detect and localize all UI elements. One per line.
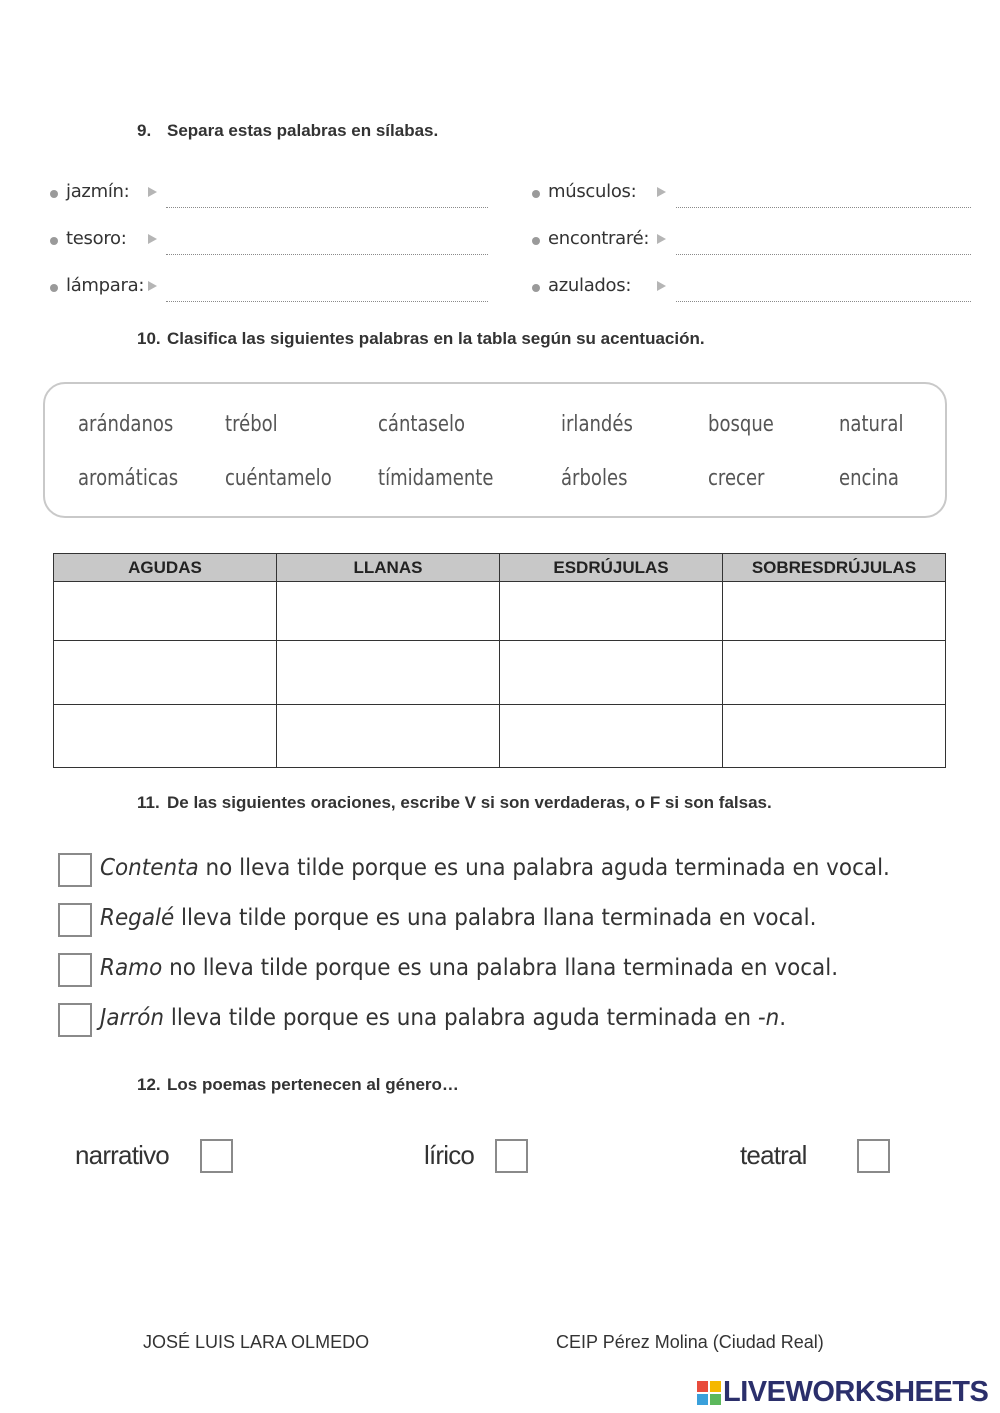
arrow-right-icon bbox=[657, 281, 666, 291]
option-narrativo-checkbox[interactable] bbox=[200, 1139, 233, 1173]
syllable-row-musculos bbox=[532, 181, 972, 211]
word-bank-item: cuéntamelo bbox=[225, 466, 332, 491]
syllable-answer-input[interactable] bbox=[166, 193, 488, 208]
statement-end: . bbox=[779, 1005, 787, 1031]
logo-text: LIVEWORKSHEETS bbox=[723, 1376, 989, 1408]
word-bank-item: árboles bbox=[561, 466, 628, 491]
table-answer-input[interactable] bbox=[500, 641, 722, 704]
question-11-title bbox=[137, 793, 772, 813]
table-cell bbox=[54, 705, 277, 768]
word-bank-item: natural bbox=[839, 412, 904, 437]
statement-text bbox=[100, 1005, 786, 1031]
statement-text bbox=[100, 955, 838, 981]
word-bank-item: arándanos bbox=[78, 412, 174, 437]
statement-text bbox=[100, 855, 890, 881]
column-header-agudas: AGUDAS bbox=[54, 554, 277, 582]
arrow-right-icon bbox=[657, 234, 666, 244]
bullet-icon bbox=[50, 237, 58, 245]
column-header-esdrujulas: ESDRÚJULAS bbox=[500, 554, 723, 582]
table-cell bbox=[500, 705, 723, 768]
statement-suffix: -n bbox=[757, 1005, 780, 1031]
option-lirico-checkbox[interactable] bbox=[495, 1139, 528, 1173]
word-bank-item: tímidamente bbox=[378, 466, 494, 491]
table-row bbox=[54, 705, 946, 768]
table-answer-input[interactable] bbox=[54, 582, 276, 640]
table-answer-input[interactable] bbox=[500, 705, 722, 767]
question-10-title bbox=[137, 329, 705, 349]
question-9-title bbox=[137, 121, 438, 141]
word-bank-item: encina bbox=[839, 466, 899, 491]
syllable-answer-input[interactable] bbox=[166, 287, 488, 302]
syllable-word: azulados: bbox=[548, 275, 632, 296]
question-number: 12. bbox=[137, 1075, 161, 1094]
option-narrativo-label: narrativo bbox=[75, 1140, 169, 1170]
table-answer-input[interactable] bbox=[54, 705, 276, 767]
syllable-row-tesoro bbox=[50, 228, 490, 258]
table-answer-input[interactable] bbox=[723, 705, 945, 767]
word-bank bbox=[43, 382, 947, 518]
word-bank-item: trébol bbox=[225, 412, 278, 437]
table-answer-input[interactable] bbox=[54, 641, 276, 704]
bullet-icon bbox=[50, 190, 58, 198]
syllable-row-lampara bbox=[50, 275, 490, 305]
statement-row bbox=[58, 903, 978, 941]
statement-row bbox=[58, 953, 978, 991]
statement-keyword: Contenta bbox=[100, 855, 199, 881]
syllable-word: encontraré: bbox=[548, 228, 650, 249]
statement-keyword: Ramo bbox=[100, 955, 163, 981]
arrow-right-icon bbox=[148, 187, 157, 197]
bullet-icon bbox=[532, 284, 540, 292]
word-bank-item: bosque bbox=[708, 412, 774, 437]
logo-grid-icon bbox=[697, 1381, 721, 1405]
footer-author: JOSÉ LUIS LARA OLMEDO bbox=[143, 1332, 370, 1352]
arrow-right-icon bbox=[657, 187, 666, 197]
table-answer-input[interactable] bbox=[277, 582, 499, 640]
statement-text bbox=[100, 905, 816, 931]
syllable-answer-input[interactable] bbox=[676, 193, 971, 208]
bullet-icon bbox=[532, 190, 540, 198]
syllable-answer-input[interactable] bbox=[166, 240, 488, 255]
statement-body: lleva tilde porque es una palabra llana terminada en vocal. bbox=[174, 905, 817, 931]
table-header-row bbox=[54, 554, 946, 582]
statement-body: lleva tilde porque es una palabra aguda terminada en bbox=[164, 1005, 758, 1031]
arrow-right-icon bbox=[148, 234, 157, 244]
table-answer-input[interactable] bbox=[277, 705, 499, 767]
accentuation-table bbox=[53, 553, 946, 768]
column-header-sobresdrujulas: SOBRESDRÚJULAS bbox=[723, 554, 946, 582]
option-teatral-checkbox[interactable] bbox=[857, 1139, 890, 1173]
bullet-icon bbox=[532, 237, 540, 245]
syllable-word: lámpara: bbox=[66, 275, 145, 296]
table-cell bbox=[723, 582, 946, 641]
table-cell bbox=[500, 641, 723, 705]
option-teatral-label: teatral bbox=[740, 1140, 807, 1170]
table-cell bbox=[723, 705, 946, 768]
column-header-llanas: LLANAS bbox=[277, 554, 500, 582]
word-bank-item: aromáticas bbox=[78, 466, 179, 491]
bullet-icon bbox=[50, 284, 58, 292]
table-cell bbox=[277, 641, 500, 705]
table-cell bbox=[54, 582, 277, 641]
question-number: 11. bbox=[137, 793, 160, 812]
table-cell bbox=[277, 582, 500, 641]
option-lirico-label: lírico bbox=[424, 1140, 475, 1170]
syllable-word: tesoro: bbox=[66, 228, 127, 249]
question-text: Los poemas pertenecen al género… bbox=[167, 1075, 459, 1094]
true-false-answer-box[interactable] bbox=[58, 853, 92, 887]
word-bank-item: irlandés bbox=[561, 412, 633, 437]
syllable-word: músculos: bbox=[548, 181, 637, 202]
true-false-answer-box[interactable] bbox=[58, 903, 92, 937]
syllable-answer-input[interactable] bbox=[676, 287, 971, 302]
table-cell bbox=[54, 641, 277, 705]
question-12-title bbox=[137, 1075, 459, 1095]
statement-row bbox=[58, 853, 978, 891]
table-cell bbox=[500, 582, 723, 641]
question-text: Separa estas palabras en sílabas. bbox=[167, 121, 439, 140]
syllable-row-jazmin bbox=[50, 181, 490, 211]
statement-row bbox=[58, 1003, 978, 1041]
question-text: Clasifica las siguientes palabras en la tabla según su acentuación. bbox=[167, 329, 705, 348]
word-bank-item: cántaselo bbox=[378, 412, 466, 437]
question-text: De las siguientes oraciones, escribe V si son verdaderas, o F si son falsas. bbox=[167, 793, 772, 812]
table-answer-input[interactable] bbox=[723, 582, 945, 640]
table-answer-input[interactable] bbox=[277, 641, 499, 704]
statement-body: no lleva tilde porque es una palabra aguda terminada en vocal. bbox=[198, 855, 890, 881]
word-bank-item: crecer bbox=[708, 466, 765, 491]
table-answer-input[interactable] bbox=[500, 582, 722, 640]
syllable-row-azulados bbox=[532, 275, 972, 305]
true-false-answer-box[interactable] bbox=[58, 953, 92, 987]
question-number: 9. bbox=[137, 121, 152, 140]
table-answer-input[interactable] bbox=[723, 641, 945, 704]
statement-body: no lleva tilde porque es una palabra llana terminada en vocal. bbox=[162, 955, 839, 981]
liveworksheets-logo bbox=[697, 1376, 997, 1412]
table-row bbox=[54, 582, 946, 641]
footer-school: CEIP Pérez Molina (Ciudad Real) bbox=[556, 1332, 824, 1352]
table-cell bbox=[277, 705, 500, 768]
statement-keyword: Jarrón bbox=[100, 1005, 165, 1031]
table-cell bbox=[723, 641, 946, 705]
question-number: 10. bbox=[137, 329, 161, 348]
syllable-word: jazmín: bbox=[66, 181, 130, 202]
true-false-answer-box[interactable] bbox=[58, 1003, 92, 1037]
syllable-row-encontrare bbox=[532, 228, 972, 258]
table-row bbox=[54, 641, 946, 705]
statement-keyword: Regalé bbox=[100, 905, 175, 931]
arrow-right-icon bbox=[148, 281, 157, 291]
syllable-answer-input[interactable] bbox=[676, 240, 971, 255]
